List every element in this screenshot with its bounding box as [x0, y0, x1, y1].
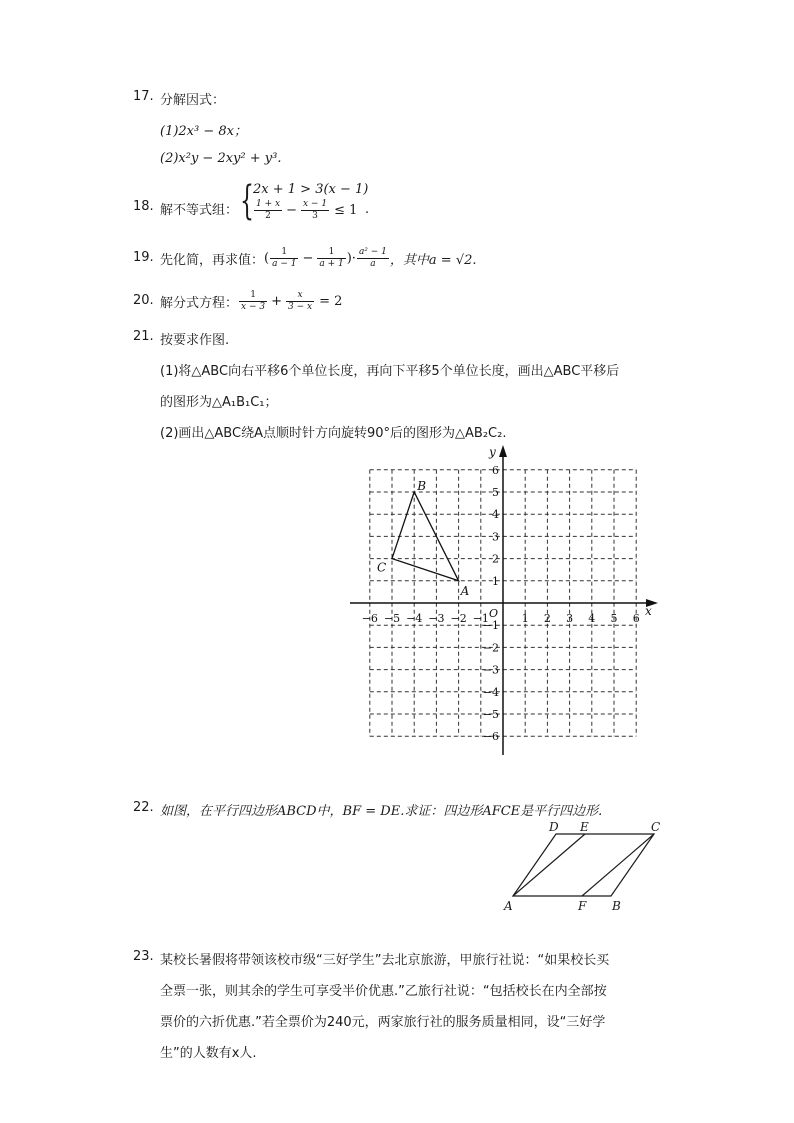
- y-tick-label: −2: [482, 641, 499, 655]
- parallelogram-figure: [498, 815, 678, 915]
- x-tick-label: 4: [588, 612, 596, 625]
- y-tick-label: 1: [492, 574, 499, 588]
- q22-number: 22.: [133, 800, 154, 815]
- q18-fraction-1: $\frac{1 + x}{2}$: [256, 199, 281, 221]
- x-tick-label: 1: [521, 612, 529, 625]
- y-tick-label: −6: [482, 730, 499, 744]
- q23-line3: 票价的六折优惠.”若全票价为240元，两家旅行社的服务质量相同，设“三好学: [160, 1015, 606, 1030]
- q23-line4: 生”的人数有x人.: [160, 1046, 257, 1061]
- label-c: C: [651, 820, 661, 834]
- system-brace: {: [240, 178, 254, 224]
- y-tick-label: −3: [482, 663, 499, 677]
- x-tick-label: −5: [383, 612, 401, 625]
- label-b: B: [612, 899, 621, 913]
- vertex-label-c: C: [377, 560, 387, 575]
- q19-fraction-1: $\frac{1}{a - 1}$: [272, 246, 297, 269]
- q19-expression: 先化简，再求值： ( $\frac{1}{a - 1}$ − $\frac{1}{a + 1}$ )· $\frac{\text{a² − 1}}{a}$ ，其中a = √2.: [160, 246, 477, 269]
- q21-number: 21.: [133, 329, 154, 344]
- q18-inequality-1: 2x + 1 > 3(x − 1): [253, 182, 369, 197]
- x-tick-label: −4: [406, 612, 423, 625]
- q20-fraction-2: $\frac{x}{3 - x}$: [288, 289, 313, 312]
- label-d: D: [549, 820, 559, 834]
- x-tick-label: −6: [361, 612, 378, 625]
- q23-number: 23.: [133, 949, 154, 964]
- y-tick-label: 5: [492, 486, 499, 499]
- label-a: A: [504, 899, 513, 913]
- coordinate-grid-figure: [340, 440, 670, 765]
- q20-equation: 解分式方程： $\frac{1}{x - 3}$ + $\frac{x}{3 - x}$ = 2: [160, 289, 343, 312]
- q17-sub1: (1)2x³ − 8x；: [160, 124, 247, 139]
- q18-inequality-2: $\frac{1 + x}{2}$ − $\frac{x - 1}{3}$ ≤ 1: [256, 199, 358, 221]
- label-f: F: [578, 899, 587, 913]
- q18-end: .: [365, 202, 370, 217]
- y-axis-label: y: [489, 445, 496, 459]
- q21-title: 按要求作图.: [160, 333, 230, 348]
- q18-number: 18.: [133, 199, 154, 214]
- q20-number: 20.: [133, 293, 154, 308]
- q17-title: 分解因式：: [160, 93, 226, 108]
- y-tick-label: 4: [492, 508, 499, 522]
- q20-fraction-1: $\frac{1}{x - 3}$: [241, 289, 266, 312]
- parallelogram-abcd: [513, 834, 654, 896]
- q18-title: 解不等式组：: [160, 203, 239, 218]
- q17-sub2: (2)x²y − 2xy² + y³.: [160, 151, 282, 166]
- y-axis-arrow: [499, 445, 507, 457]
- vertex-label-b: B: [417, 479, 427, 493]
- x-tick-label: −3: [428, 612, 445, 625]
- y-tick-label: −1: [482, 619, 499, 633]
- q21-sub1-line1: (1)将△ABC向右平移6个单位长度，再向下平移5个单位长度，画出△ABC平移后: [160, 364, 620, 379]
- q21-sub2: (2)画出△ABC绕A点顺时针方向旋转90°后的图形为△AB₂C₂.: [160, 426, 507, 441]
- x-tick-label: 6: [632, 612, 640, 625]
- y-tick-label: 2: [492, 552, 499, 566]
- q22-text: 如图，在平行四边形ABCD中，BF = DE.求证：四边形AFCE是平行四边形.: [160, 804, 603, 819]
- q19-number: 19.: [133, 250, 154, 265]
- label-e: E: [580, 820, 589, 834]
- q19-fraction-3: $\frac{\text{a² − 1}}{a}$: [358, 246, 387, 269]
- vertex-label-a: A: [460, 583, 470, 598]
- y-tick-label: −5: [482, 708, 499, 721]
- q18-fraction-2: $\frac{x - 1}{3}$: [302, 199, 328, 221]
- x-tick-label: 3: [566, 612, 574, 625]
- x-axis-label: x: [645, 604, 652, 618]
- y-tick-label: 3: [492, 530, 499, 544]
- origin-label: O: [489, 607, 499, 620]
- q23-line2: 全票一张，则其余的学生可享受半价优惠.”乙旅行社说：“包括校长在内全部按: [160, 984, 607, 999]
- q21-sub1-line2: 的图形为△A₁B₁C₁；: [160, 395, 278, 410]
- y-tick-label: 6: [492, 463, 499, 477]
- q23-line1: 某校长暑假将带领该校市级“三好学生”去北京旅游，甲旅行社说：“如果校长买: [160, 953, 610, 968]
- q17-number: 17.: [133, 89, 154, 104]
- x-tick-label: −2: [450, 612, 467, 625]
- x-tick-label: 5: [610, 612, 618, 625]
- x-tick-label: 2: [543, 612, 551, 625]
- y-tick-label: −4: [482, 685, 499, 699]
- x-tick-label: −1: [472, 612, 489, 625]
- q19-fraction-2: $\frac{1}{a + 1}$: [319, 246, 344, 269]
